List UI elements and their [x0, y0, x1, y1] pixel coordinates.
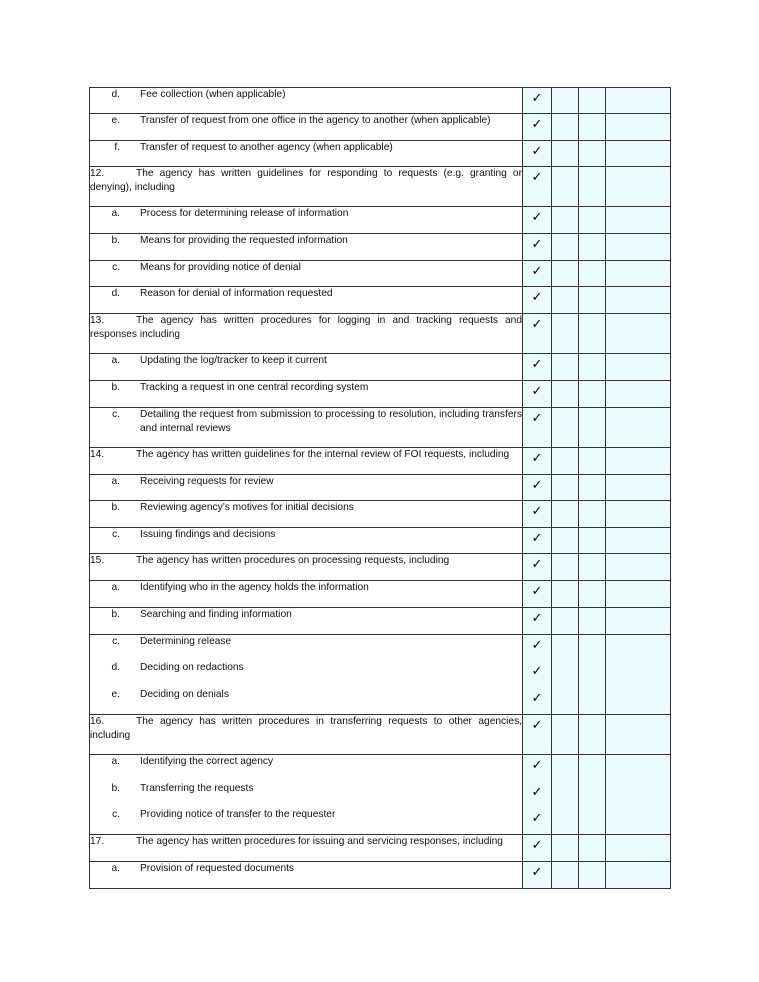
- answer-cell-4: [606, 88, 671, 114]
- answer-cell-3: [579, 554, 606, 581]
- row-description: [90, 448, 523, 475]
- answer-cell-4: [606, 661, 671, 688]
- answer-cell-1: [523, 167, 552, 207]
- item-letter: a.: [111, 582, 120, 593]
- item-letter: e.: [111, 688, 120, 700]
- answer-cell-4: [606, 715, 671, 755]
- answer-cell-4: [606, 167, 671, 207]
- checkmark-icon: ✓: [531, 316, 543, 331]
- checklist-row: [90, 475, 671, 501]
- answer-cell-1: [523, 808, 552, 835]
- row-description: [90, 475, 523, 501]
- checkmark-icon: ✓: [531, 637, 543, 652]
- checklist-row: [90, 501, 671, 528]
- item-letter: a.: [111, 355, 120, 366]
- answer-cell-3: [579, 835, 606, 862]
- row-description: [90, 755, 523, 782]
- checklist-row: [90, 114, 671, 141]
- answer-cell-2: [552, 554, 579, 581]
- question-text: The agency has written procedures in transferring requests to other agencies, including: [90, 716, 522, 741]
- answer-cell-1: [523, 554, 552, 581]
- checkmark-icon: ✓: [531, 169, 543, 184]
- question-text: The agency has written guidelines for the internal review of FOI requests, including: [136, 449, 510, 460]
- answer-cell-1: [523, 381, 552, 408]
- answer-cell-3: [579, 141, 606, 167]
- row-description: [90, 167, 523, 207]
- row-description: [90, 661, 523, 688]
- checkmark-icon: ✓: [531, 689, 543, 705]
- item-letter: a.: [111, 756, 120, 767]
- answer-cell-4: [606, 234, 671, 261]
- item-text: Reason for denial of information requested: [140, 288, 333, 299]
- answer-cell-4: [606, 635, 671, 661]
- row-description: [90, 608, 523, 635]
- answer-cell-3: [579, 608, 606, 635]
- answer-cell-1: [523, 661, 552, 688]
- item-letter: f.: [114, 142, 120, 153]
- row-description: [90, 408, 523, 448]
- answer-cell-2: [552, 755, 579, 782]
- answer-cell-1: [523, 501, 552, 528]
- answer-cell-2: [552, 234, 579, 261]
- answer-cell-4: [606, 581, 671, 608]
- answer-cell-3: [579, 167, 606, 207]
- question-number: 15.: [90, 555, 105, 566]
- row-description: [90, 141, 523, 167]
- checkmark-icon: ✓: [531, 864, 543, 879]
- checkmark-icon: ✓: [531, 356, 543, 371]
- checkmark-icon: ✓: [531, 477, 543, 492]
- answer-cell-3: [579, 475, 606, 501]
- checklist-body: [90, 88, 671, 889]
- answer-cell-1: [523, 314, 552, 354]
- question-text: The agency has written procedures for logging in and tracking requests and responses including: [90, 315, 522, 340]
- answer-cell-3: [579, 782, 606, 808]
- answer-cell-3: [579, 314, 606, 354]
- item-letter: d.: [111, 288, 120, 299]
- checkmark-icon: ✓: [531, 263, 543, 278]
- answer-cell-1: [523, 528, 552, 554]
- item-text: Identifying who in the agency holds the information: [140, 582, 369, 593]
- answer-cell-1: [523, 782, 552, 808]
- checklist-row: [90, 354, 671, 381]
- answer-cell-2: [552, 88, 579, 114]
- item-text: Deciding on denials: [140, 688, 229, 700]
- question-number: 13.: [90, 315, 105, 326]
- answer-cell-4: [606, 501, 671, 528]
- checkmark-icon: ✓: [531, 236, 543, 251]
- answer-cell-4: [606, 354, 671, 381]
- checkmark-icon: ✓: [531, 410, 543, 425]
- item-text: Deciding on redactions: [140, 661, 244, 673]
- item-letter: e.: [111, 115, 120, 126]
- checkmark-icon: ✓: [531, 583, 543, 598]
- checklist-row: [90, 88, 671, 114]
- answer-cell-1: [523, 408, 552, 448]
- answer-cell-2: [552, 167, 579, 207]
- answer-cell-4: [606, 554, 671, 581]
- checklist-row: [90, 234, 671, 261]
- answer-cell-4: [606, 381, 671, 408]
- row-description: [90, 688, 523, 715]
- answer-cell-3: [579, 862, 606, 889]
- item-text: Process for determining release of information: [140, 208, 349, 219]
- item-letter: a.: [111, 476, 120, 487]
- answer-cell-2: [552, 635, 579, 661]
- item-text: Reviewing agency’s motives for initial decisions: [140, 502, 354, 513]
- answer-cell-3: [579, 88, 606, 114]
- answer-cell-4: [606, 314, 671, 354]
- item-letter: b.: [111, 382, 120, 393]
- answer-cell-2: [552, 528, 579, 554]
- row-description: [90, 354, 523, 381]
- checkmark-icon: ✓: [531, 662, 543, 678]
- checkmark-icon: ✓: [531, 209, 543, 224]
- item-text: Identifying the correct agency: [140, 756, 274, 767]
- answer-cell-2: [552, 141, 579, 167]
- item-text: Transfer of request to another agency (when applicable): [140, 142, 393, 153]
- item-letter: b.: [111, 502, 120, 513]
- answer-cell-3: [579, 528, 606, 554]
- answer-cell-4: [606, 287, 671, 314]
- answer-cell-3: [579, 755, 606, 782]
- answer-cell-2: [552, 862, 579, 889]
- answer-cell-4: [606, 688, 671, 715]
- row-description: [90, 528, 523, 554]
- row-description: [90, 835, 523, 862]
- item-letter: b.: [111, 782, 120, 794]
- checkmark-icon: ✓: [531, 809, 543, 825]
- answer-cell-2: [552, 608, 579, 635]
- answer-cell-1: [523, 715, 552, 755]
- answer-cell-2: [552, 661, 579, 688]
- item-letter: a.: [111, 208, 120, 219]
- item-text: Fee collection (when applicable): [140, 89, 286, 100]
- answer-cell-3: [579, 448, 606, 475]
- checklist-row: [90, 381, 671, 408]
- answer-cell-3: [579, 715, 606, 755]
- row-description: [90, 114, 523, 141]
- answer-cell-3: [579, 287, 606, 314]
- question-number: 16.: [90, 716, 105, 727]
- item-text: Issuing findings and decisions: [140, 529, 276, 540]
- answer-cell-2: [552, 715, 579, 755]
- checklist-row: [90, 408, 671, 448]
- checklist-row: [90, 635, 671, 661]
- answer-cell-3: [579, 261, 606, 287]
- item-text: Transferring the requests: [140, 782, 254, 794]
- answer-cell-2: [552, 287, 579, 314]
- item-letter: d.: [111, 661, 120, 673]
- checklist-row: [90, 755, 671, 782]
- item-letter: c.: [112, 262, 120, 273]
- answer-cell-4: [606, 114, 671, 141]
- item-letter: c.: [112, 636, 120, 647]
- row-description: [90, 234, 523, 261]
- checkmark-icon: ✓: [531, 116, 543, 131]
- answer-cell-4: [606, 608, 671, 635]
- question-text: The agency has written procedures for issuing and servicing responses, including: [136, 836, 503, 847]
- answer-cell-4: [606, 141, 671, 167]
- checkmark-icon: ✓: [531, 717, 543, 732]
- row-description: [90, 635, 523, 661]
- row-description: [90, 207, 523, 234]
- checkmark-icon: ✓: [531, 610, 543, 625]
- row-description: [90, 287, 523, 314]
- answer-cell-1: [523, 688, 552, 715]
- checkmark-icon: ✓: [531, 556, 543, 571]
- answer-cell-3: [579, 114, 606, 141]
- answer-cell-1: [523, 608, 552, 635]
- checkmark-icon: ✓: [531, 757, 543, 772]
- answer-cell-4: [606, 782, 671, 808]
- checkmark-icon: ✓: [531, 530, 543, 545]
- answer-cell-2: [552, 448, 579, 475]
- answer-cell-1: [523, 862, 552, 889]
- answer-cell-4: [606, 408, 671, 448]
- answer-cell-1: [523, 354, 552, 381]
- row-description: [90, 782, 523, 808]
- item-letter: c.: [112, 529, 120, 540]
- answer-cell-1: [523, 114, 552, 141]
- item-text: Providing notice of transfer to the requester: [140, 808, 336, 820]
- answer-cell-4: [606, 475, 671, 501]
- answer-cell-3: [579, 661, 606, 688]
- answer-cell-1: [523, 88, 552, 114]
- answer-cell-1: [523, 755, 552, 782]
- question-number: 14.: [90, 449, 105, 460]
- item-text: Searching and finding information: [140, 609, 292, 620]
- checklist-row: [90, 661, 671, 688]
- answer-cell-2: [552, 501, 579, 528]
- answer-cell-1: [523, 448, 552, 475]
- row-description: [90, 581, 523, 608]
- answer-cell-4: [606, 528, 671, 554]
- answer-cell-3: [579, 581, 606, 608]
- row-description: [90, 88, 523, 114]
- checkmark-icon: ✓: [531, 503, 543, 518]
- answer-cell-3: [579, 381, 606, 408]
- row-description: [90, 715, 523, 755]
- checkmark-icon: ✓: [531, 143, 543, 158]
- answer-cell-4: [606, 862, 671, 889]
- answer-cell-3: [579, 354, 606, 381]
- answer-cell-3: [579, 234, 606, 261]
- row-description: [90, 261, 523, 287]
- row-description: [90, 808, 523, 835]
- answer-cell-2: [552, 475, 579, 501]
- checklist-row: [90, 688, 671, 715]
- item-letter: c.: [112, 808, 120, 820]
- answer-cell-3: [579, 635, 606, 661]
- answer-cell-4: [606, 207, 671, 234]
- answer-cell-3: [579, 408, 606, 448]
- checklist-row: [90, 862, 671, 889]
- row-description: [90, 862, 523, 889]
- answer-cell-2: [552, 207, 579, 234]
- item-text: Determining release: [140, 636, 232, 647]
- checkmark-icon: ✓: [531, 383, 543, 398]
- checkmark-icon: ✓: [531, 450, 543, 465]
- answer-cell-2: [552, 808, 579, 835]
- question-text: The agency has written procedures on processing requests, including: [136, 555, 450, 566]
- row-description: [90, 554, 523, 581]
- item-text: Provision of requested documents: [140, 863, 295, 874]
- answer-cell-1: [523, 207, 552, 234]
- item-text: Means for providing notice of denial: [140, 262, 301, 273]
- item-letter: b.: [111, 235, 120, 246]
- answer-cell-3: [579, 207, 606, 234]
- answer-cell-2: [552, 114, 579, 141]
- checklist-row: [90, 141, 671, 167]
- answer-cell-1: [523, 287, 552, 314]
- answer-cell-1: [523, 475, 552, 501]
- answer-cell-2: [552, 381, 579, 408]
- row-description: [90, 501, 523, 528]
- answer-cell-4: [606, 835, 671, 862]
- answer-cell-4: [606, 448, 671, 475]
- item-text: Detailing the request from submission to processing to resolution, including transfers and internal reviews: [140, 409, 522, 434]
- item-text: Transfer of request from one office in the agency to another (when applicable): [140, 115, 491, 126]
- answer-cell-1: [523, 141, 552, 167]
- question-text: The agency has written guidelines for responding to requests (e.g. granting or denying), including: [90, 168, 522, 193]
- checklist-row: [90, 261, 671, 287]
- checklist-row: [90, 835, 671, 862]
- checklist-row: [90, 528, 671, 554]
- answer-cell-1: [523, 635, 552, 661]
- answer-cell-2: [552, 408, 579, 448]
- checkmark-icon: ✓: [531, 783, 543, 799]
- answer-cell-3: [579, 808, 606, 835]
- checklist-row: [90, 287, 671, 314]
- answer-cell-4: [606, 261, 671, 287]
- answer-cell-1: [523, 234, 552, 261]
- checkmark-icon: ✓: [531, 90, 543, 105]
- item-letter: b.: [111, 609, 120, 620]
- answer-cell-2: [552, 261, 579, 287]
- checklist-row: [90, 715, 671, 755]
- item-letter: c.: [112, 409, 120, 420]
- item-text: Tracking a request in one central recording system: [140, 382, 369, 393]
- checklist-table: [89, 87, 671, 889]
- answer-cell-1: [523, 835, 552, 862]
- checklist-row: [90, 808, 671, 835]
- item-letter: a.: [111, 863, 120, 874]
- answer-cell-2: [552, 782, 579, 808]
- answer-cell-2: [552, 354, 579, 381]
- answer-cell-2: [552, 314, 579, 354]
- checkmark-icon: ✓: [531, 289, 543, 304]
- checklist-row: [90, 782, 671, 808]
- item-text: Means for providing the requested information: [140, 235, 348, 246]
- checklist-row: [90, 581, 671, 608]
- answer-cell-1: [523, 581, 552, 608]
- answer-cell-4: [606, 755, 671, 782]
- answer-cell-2: [552, 581, 579, 608]
- checklist-row: [90, 207, 671, 234]
- checklist-row: [90, 608, 671, 635]
- question-number: 17.: [90, 836, 105, 847]
- answer-cell-4: [606, 808, 671, 835]
- item-text: Updating the log/tracker to keep it current: [140, 355, 327, 366]
- row-description: [90, 381, 523, 408]
- checklist-row: [90, 448, 671, 475]
- checklist-row: [90, 554, 671, 581]
- item-text: Receiving requests for review: [140, 476, 274, 487]
- answer-cell-1: [523, 261, 552, 287]
- question-number: 12.: [90, 168, 105, 179]
- item-letter: d.: [111, 89, 120, 100]
- row-description: [90, 314, 523, 354]
- answer-cell-3: [579, 501, 606, 528]
- answer-cell-3: [579, 688, 606, 715]
- answer-cell-2: [552, 835, 579, 862]
- answer-cell-2: [552, 688, 579, 715]
- checkmark-icon: ✓: [531, 837, 543, 852]
- checklist-row: [90, 314, 671, 354]
- checklist-row: [90, 167, 671, 207]
